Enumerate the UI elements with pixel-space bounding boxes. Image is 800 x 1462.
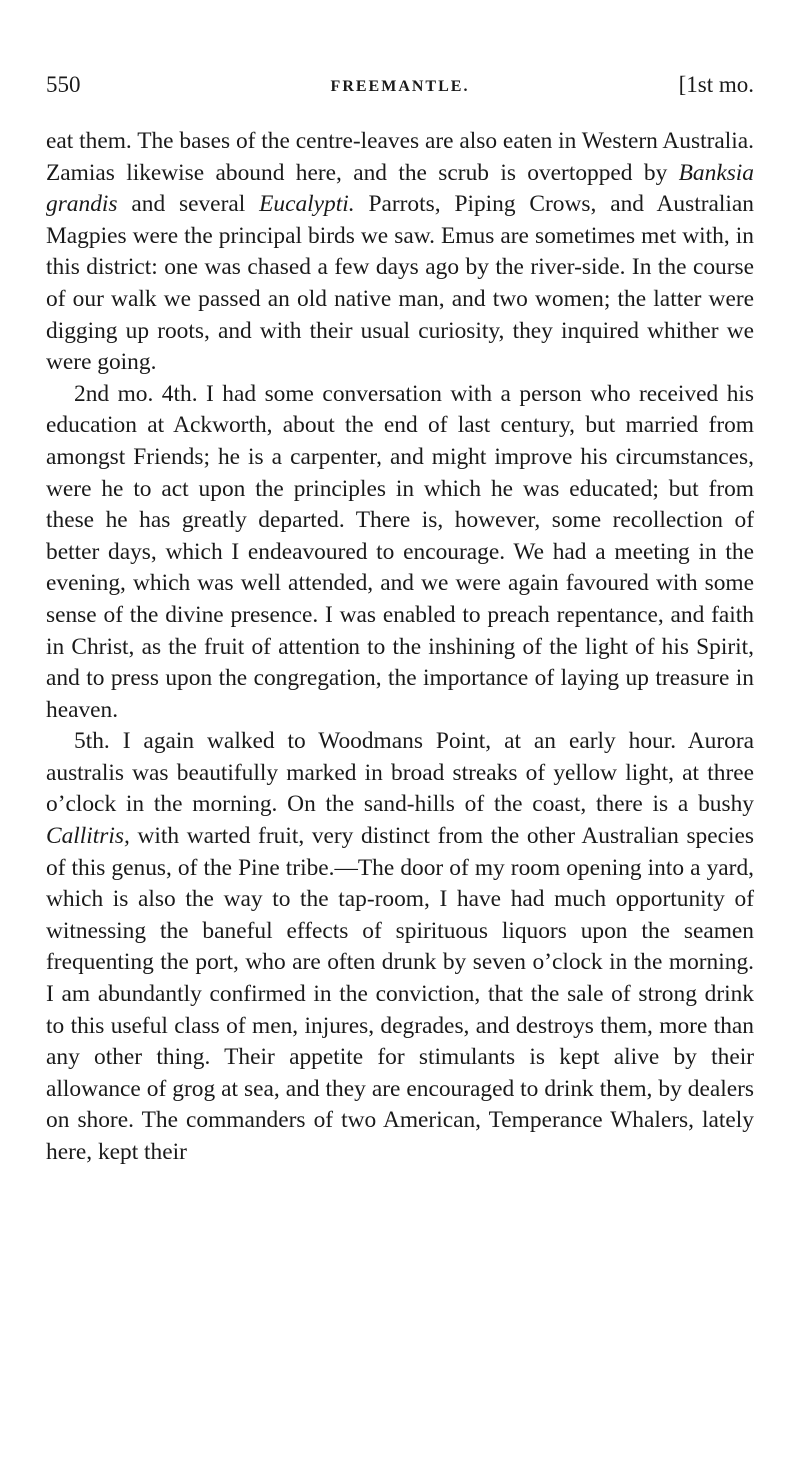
body-text xyxy=(46,126,754,1169)
book-page xyxy=(46,70,754,1169)
date-marker: [1st mo. xyxy=(678,72,754,97)
text-segment: 2nd mo. 4th. I had some conversation with a person who received his education at Ackworth, about the end of last century, but married from amongst Friends; he is a carpenter, and might improve his circumstances, were he to act upon the principles in which he was educated; but from these he has greatly departed. There is, however, some recollection of better days, which I endeavoured to encourage. We had a meeting in the evening, which was well attended, and we were again favoured with some sense of the divine presence. I was enabled to preach repentance, and faith in Christ, as the fruit of attention to the inshining of the light of his Spirit, and to press upon the congregation, the importance of laying up treasure in heaven. xyxy=(46,380,754,723)
italic-term: Banksia grandis xyxy=(46,159,754,218)
text-segment: Parrots, Piping Crows, and Australian Magpies were the principal birds we saw. Emus are sometimes met with, in this district: one was chased a few days ago by the river-side. In the course of our walk we passed an old native man, and two women; the latter were digging up roots, and with their usual curiosity, they inquired whither we were going. xyxy=(46,191,754,376)
paragraph-2 xyxy=(46,379,754,727)
italic-term: Callitris, xyxy=(46,823,130,850)
italic-term: Eucalypti. xyxy=(259,191,355,218)
text-segment: and several xyxy=(117,191,260,218)
text-segment: with warted fruit, very distinct from the other Australian species of this genus, of the Pine tribe.—The door of my room opening into a yard, which is also the way to the tap-room, I have had much opportunity of witnessing the baneful effects of spirituous liquors upon the seamen frequenting the port, who are often drunk by seven o’clock in the morning. I am abundantly confirmed in the conviction, that the sale of strong drink to this useful class of men, injures, degrades, and destroys them, more than any other thing. Their appetite for stimulants is kept alive by their allowance of grog at sea, and they are encouraged to drink them, by dealers on shore. The commanders of two American, Temperance Whalers, lately here, kept their xyxy=(46,823,754,1165)
page-number: 550 xyxy=(46,72,81,97)
text-segment: eat them. The bases of the centre-leaves are also eaten in Western Australia. Zamias likewise abound here, and the scrub is overtopped by xyxy=(46,128,754,186)
page-header xyxy=(46,70,754,110)
paragraph-1 xyxy=(46,126,754,379)
running-title: FREEMANTLE. xyxy=(330,78,470,95)
paragraph-3 xyxy=(46,726,754,1168)
text-segment: 5th. I again walked to Woodmans Point, at an early hour. Aurora australis was beautifully marked in broad streaks of yellow light, at three o’clock in the morning. On the sand-hills of the coast, there is a bushy xyxy=(46,728,754,818)
